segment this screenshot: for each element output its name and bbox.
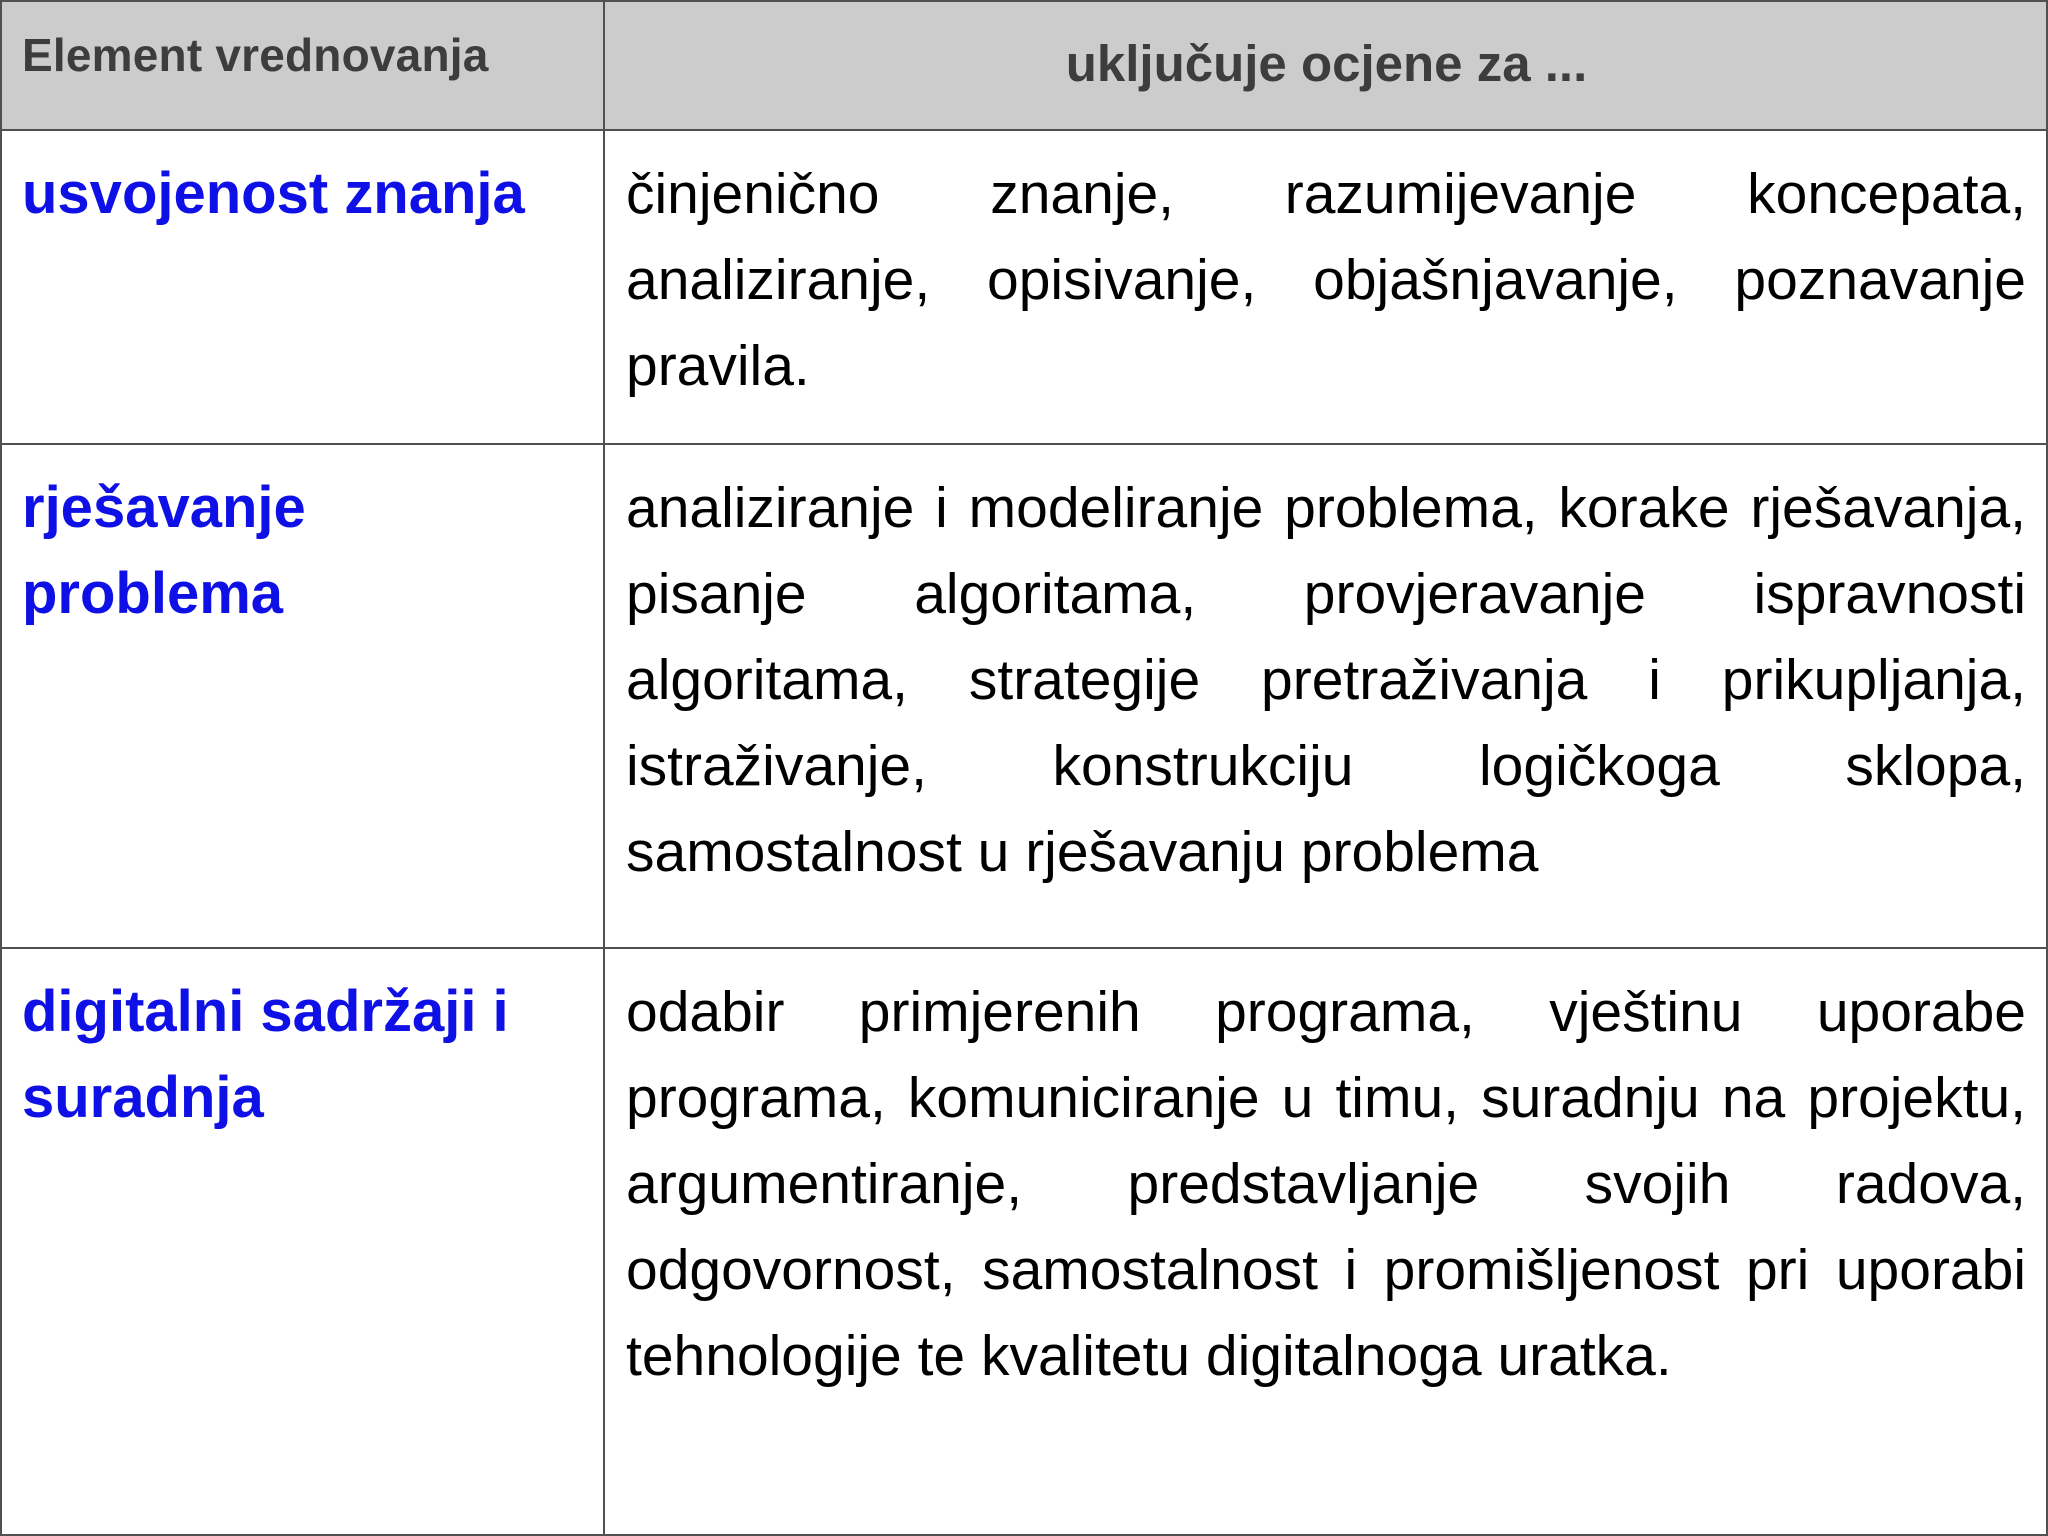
row-element-digital-content: digitalni sadržaji i suradnja bbox=[22, 979, 509, 1130]
row-element-knowledge: usvojenost znanja bbox=[22, 161, 525, 226]
header-includes-label: uključuje ocjene za ... bbox=[1065, 35, 1588, 92]
table-border-row1-bottom bbox=[0, 443, 2048, 445]
row-element-problem-solving: rješavanje problema bbox=[22, 475, 306, 626]
row-description-knowledge: činjenično znanje, razumijevanje koncepata, analiziranje, opisivanje, objašnjavanje, poznavanje pravila. bbox=[626, 162, 2026, 398]
table-border-top bbox=[0, 0, 2048, 2]
row-description-problem-solving: analiziranje i modeliranje problema, korake rješavanja, pisanje algoritama, provjeravanje ispravnosti algoritama, strategije pretraživanja i prikupljanja, istraživanje, konstrukciju logičkoga sklopa, samostalnost u rješavanju problema bbox=[626, 476, 2026, 884]
row-description-digital-content: odabir primjerenih programa, vještinu uporabe programa, komuniciranje u timu, suradnju na projektu, argumentiranje, predstavljanje svojih radova, odgovornost, samostalnost i promišljenost pri uporabi tehnologije te kvalitetu digitalnoga uratka. bbox=[626, 980, 2026, 1388]
header-element-label: Element vrednovanja bbox=[22, 29, 489, 81]
table-column-divider bbox=[603, 0, 605, 1536]
table-border-row2-bottom bbox=[0, 947, 2048, 949]
table-border-header-bottom bbox=[0, 129, 2048, 131]
table-border-left bbox=[0, 0, 2, 1536]
